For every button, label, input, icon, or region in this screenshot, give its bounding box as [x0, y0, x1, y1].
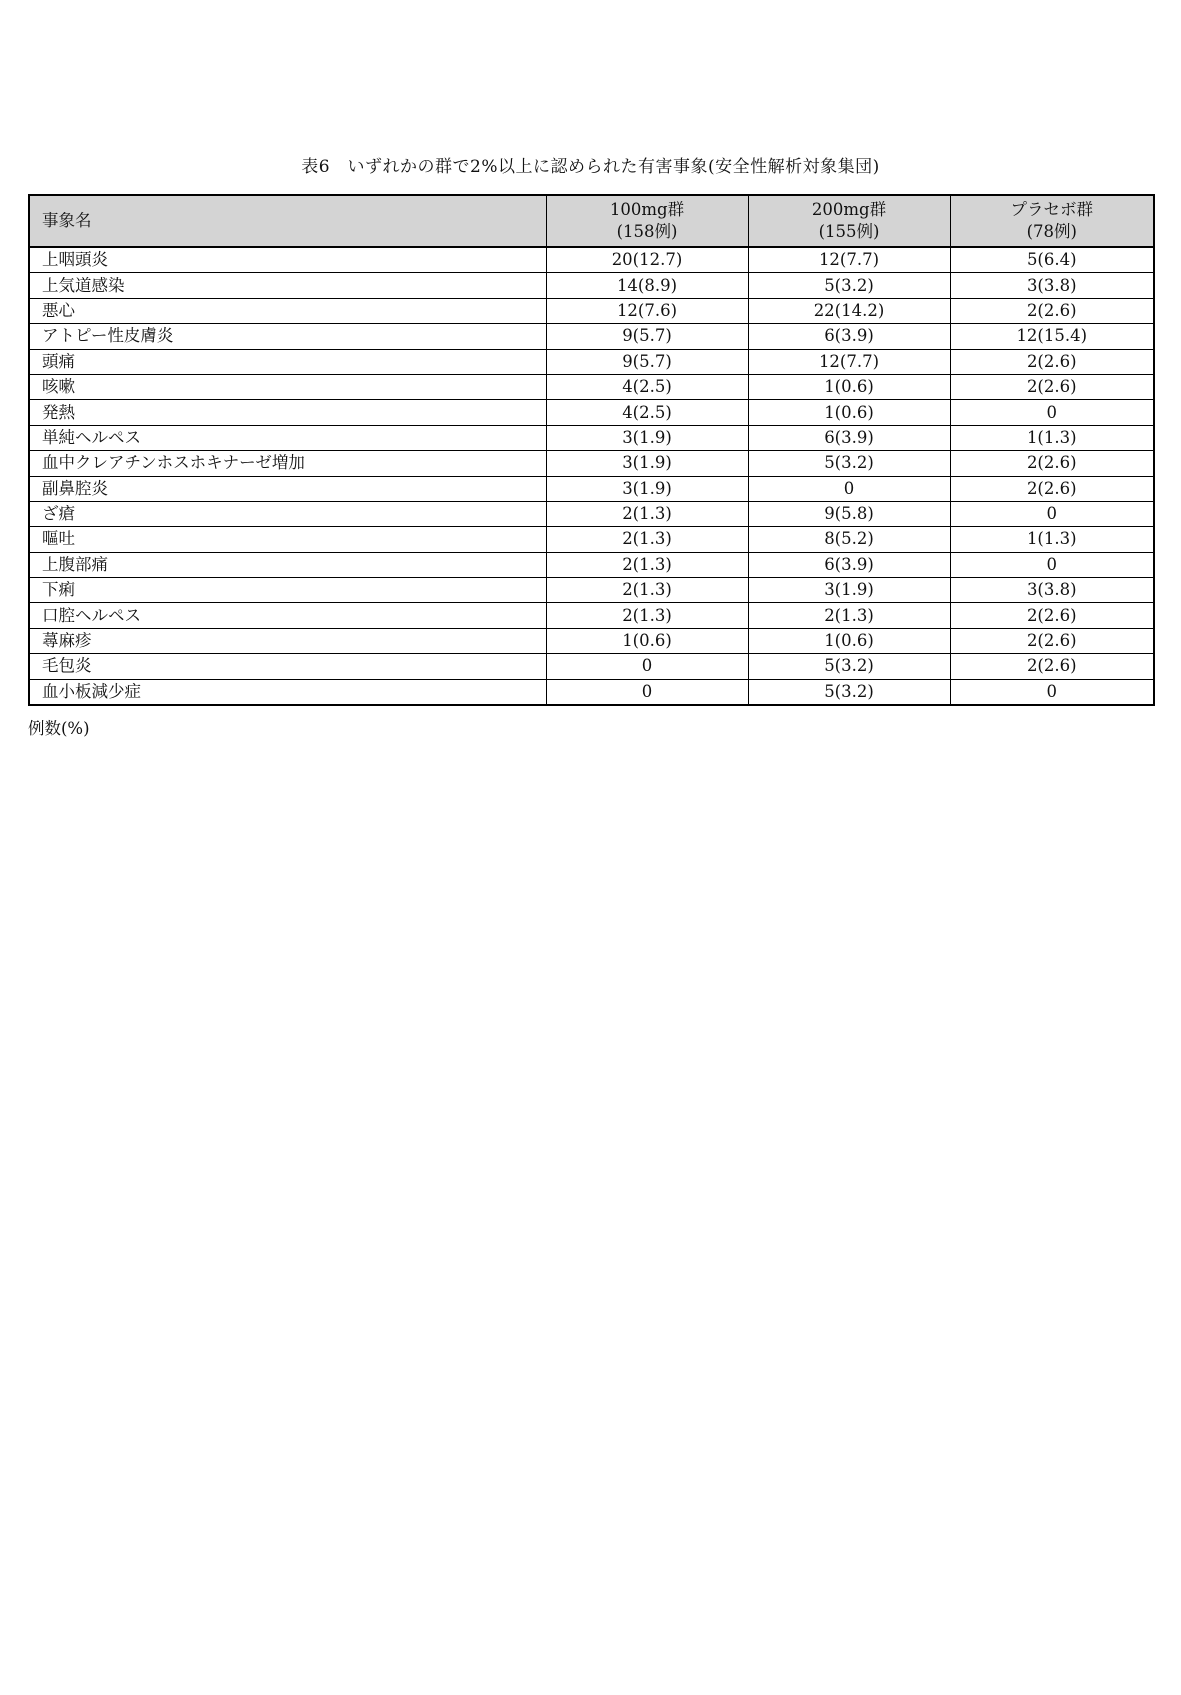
table-footnote: 例数(%) — [28, 719, 90, 738]
value-cell-placebo: 5(6.4) — [950, 247, 1154, 273]
value-cell-100mg: 9(5.7) — [546, 349, 748, 374]
table-row — [29, 552, 1154, 577]
event-name-cell: 咳嗽 — [29, 374, 546, 399]
table-header-row — [29, 195, 1154, 247]
table-row — [29, 349, 1154, 374]
header-group-count: (158例) — [616, 222, 678, 241]
table-row — [29, 476, 1154, 501]
event-name-cell: 血中クレアチンホスホキナーゼ増加 — [29, 451, 546, 476]
table-row — [29, 324, 1154, 349]
header-group-name: 100mg群 — [609, 200, 685, 219]
table-row — [29, 400, 1154, 425]
value-cell-placebo: 2(2.6) — [950, 374, 1154, 399]
value-cell-100mg: 0 — [546, 679, 748, 705]
value-cell-placebo: 3(3.8) — [950, 578, 1154, 603]
header-group-count: (155例) — [818, 222, 880, 241]
value-cell-placebo: 1(1.3) — [950, 425, 1154, 450]
header-group-100mg — [546, 195, 748, 247]
value-cell-placebo: 0 — [950, 679, 1154, 705]
value-cell-200mg: 22(14.2) — [748, 298, 950, 323]
value-cell-200mg: 6(3.9) — [748, 324, 950, 349]
value-cell-200mg: 6(3.9) — [748, 552, 950, 577]
event-name-cell: 口腔ヘルペス — [29, 603, 546, 628]
value-cell-200mg: 5(3.2) — [748, 654, 950, 679]
value-cell-200mg: 3(1.9) — [748, 578, 950, 603]
value-cell-100mg: 4(2.5) — [546, 400, 748, 425]
header-group-placebo — [950, 195, 1154, 247]
value-cell-placebo: 2(2.6) — [950, 476, 1154, 501]
value-cell-200mg: 5(3.2) — [748, 679, 950, 705]
table-row — [29, 628, 1154, 653]
event-name-cell: 発熱 — [29, 400, 546, 425]
value-cell-100mg: 14(8.9) — [546, 273, 748, 298]
value-cell-100mg: 2(1.3) — [546, 501, 748, 526]
value-cell-placebo: 2(2.6) — [950, 349, 1154, 374]
value-cell-100mg: 4(2.5) — [546, 374, 748, 399]
header-group-name: プラセボ群 — [1010, 200, 1093, 219]
value-cell-placebo: 2(2.6) — [950, 628, 1154, 653]
table-row — [29, 425, 1154, 450]
event-name-cell: アトピー性皮膚炎 — [29, 324, 546, 349]
value-cell-200mg: 6(3.9) — [748, 425, 950, 450]
value-cell-200mg: 12(7.7) — [748, 349, 950, 374]
value-cell-placebo: 2(2.6) — [950, 451, 1154, 476]
value-cell-100mg: 2(1.3) — [546, 578, 748, 603]
value-cell-placebo: 0 — [950, 400, 1154, 425]
event-name-cell: 毛包炎 — [29, 654, 546, 679]
value-cell-200mg: 9(5.8) — [748, 501, 950, 526]
event-name-cell: 上咽頭炎 — [29, 247, 546, 273]
value-cell-placebo: 0 — [950, 501, 1154, 526]
event-name-cell: 血小板減少症 — [29, 679, 546, 705]
value-cell-200mg: 0 — [748, 476, 950, 501]
value-cell-100mg: 2(1.3) — [546, 527, 748, 552]
value-cell-200mg: 1(0.6) — [748, 628, 950, 653]
header-group-200mg — [748, 195, 950, 247]
event-name-cell: 蕁麻疹 — [29, 628, 546, 653]
table-row — [29, 527, 1154, 552]
event-name-cell: 上気道感染 — [29, 273, 546, 298]
value-cell-200mg: 5(3.2) — [748, 451, 950, 476]
value-cell-100mg: 0 — [546, 654, 748, 679]
value-cell-placebo: 2(2.6) — [950, 298, 1154, 323]
value-cell-placebo: 2(2.6) — [950, 603, 1154, 628]
value-cell-200mg: 8(5.2) — [748, 527, 950, 552]
header-group-name: 200mg群 — [811, 200, 887, 219]
value-cell-placebo: 2(2.6) — [950, 654, 1154, 679]
event-name-cell: 上腹部痛 — [29, 552, 546, 577]
table-row — [29, 578, 1154, 603]
value-cell-100mg: 3(1.9) — [546, 425, 748, 450]
value-cell-placebo: 3(3.8) — [950, 273, 1154, 298]
value-cell-100mg: 1(0.6) — [546, 628, 748, 653]
event-name-cell: 副鼻腔炎 — [29, 476, 546, 501]
adverse-events-table — [28, 194, 1155, 706]
value-cell-100mg: 12(7.6) — [546, 298, 748, 323]
value-cell-100mg: 2(1.3) — [546, 603, 748, 628]
table-row — [29, 298, 1154, 323]
table-row — [29, 501, 1154, 526]
event-name-cell: 下痢 — [29, 578, 546, 603]
table-row — [29, 654, 1154, 679]
header-event-name: 事象名 — [29, 195, 546, 247]
event-name-cell: ざ瘡 — [29, 501, 546, 526]
value-cell-200mg: 1(0.6) — [748, 374, 950, 399]
header-group-count: (78例) — [1026, 222, 1077, 241]
table-row — [29, 374, 1154, 399]
value-cell-200mg: 1(0.6) — [748, 400, 950, 425]
value-cell-placebo: 12(15.4) — [950, 324, 1154, 349]
value-cell-placebo: 1(1.3) — [950, 527, 1154, 552]
table-row — [29, 247, 1154, 273]
value-cell-100mg: 2(1.3) — [546, 552, 748, 577]
event-name-cell: 頭痛 — [29, 349, 546, 374]
value-cell-placebo: 0 — [950, 552, 1154, 577]
value-cell-200mg: 12(7.7) — [748, 247, 950, 273]
table-row — [29, 273, 1154, 298]
table-title: 表6 いずれかの群で2%以上に認められた有害事象(安全性解析対象集団) — [301, 157, 880, 177]
table-row — [29, 451, 1154, 476]
value-cell-100mg: 9(5.7) — [546, 324, 748, 349]
event-name-cell: 単純ヘルペス — [29, 425, 546, 450]
value-cell-200mg: 5(3.2) — [748, 273, 950, 298]
table-row — [29, 679, 1154, 705]
value-cell-100mg: 20(12.7) — [546, 247, 748, 273]
value-cell-100mg: 3(1.9) — [546, 476, 748, 501]
table-row — [29, 603, 1154, 628]
value-cell-100mg: 3(1.9) — [546, 451, 748, 476]
event-name-cell: 悪心 — [29, 298, 546, 323]
event-name-cell: 嘔吐 — [29, 527, 546, 552]
value-cell-200mg: 2(1.3) — [748, 603, 950, 628]
